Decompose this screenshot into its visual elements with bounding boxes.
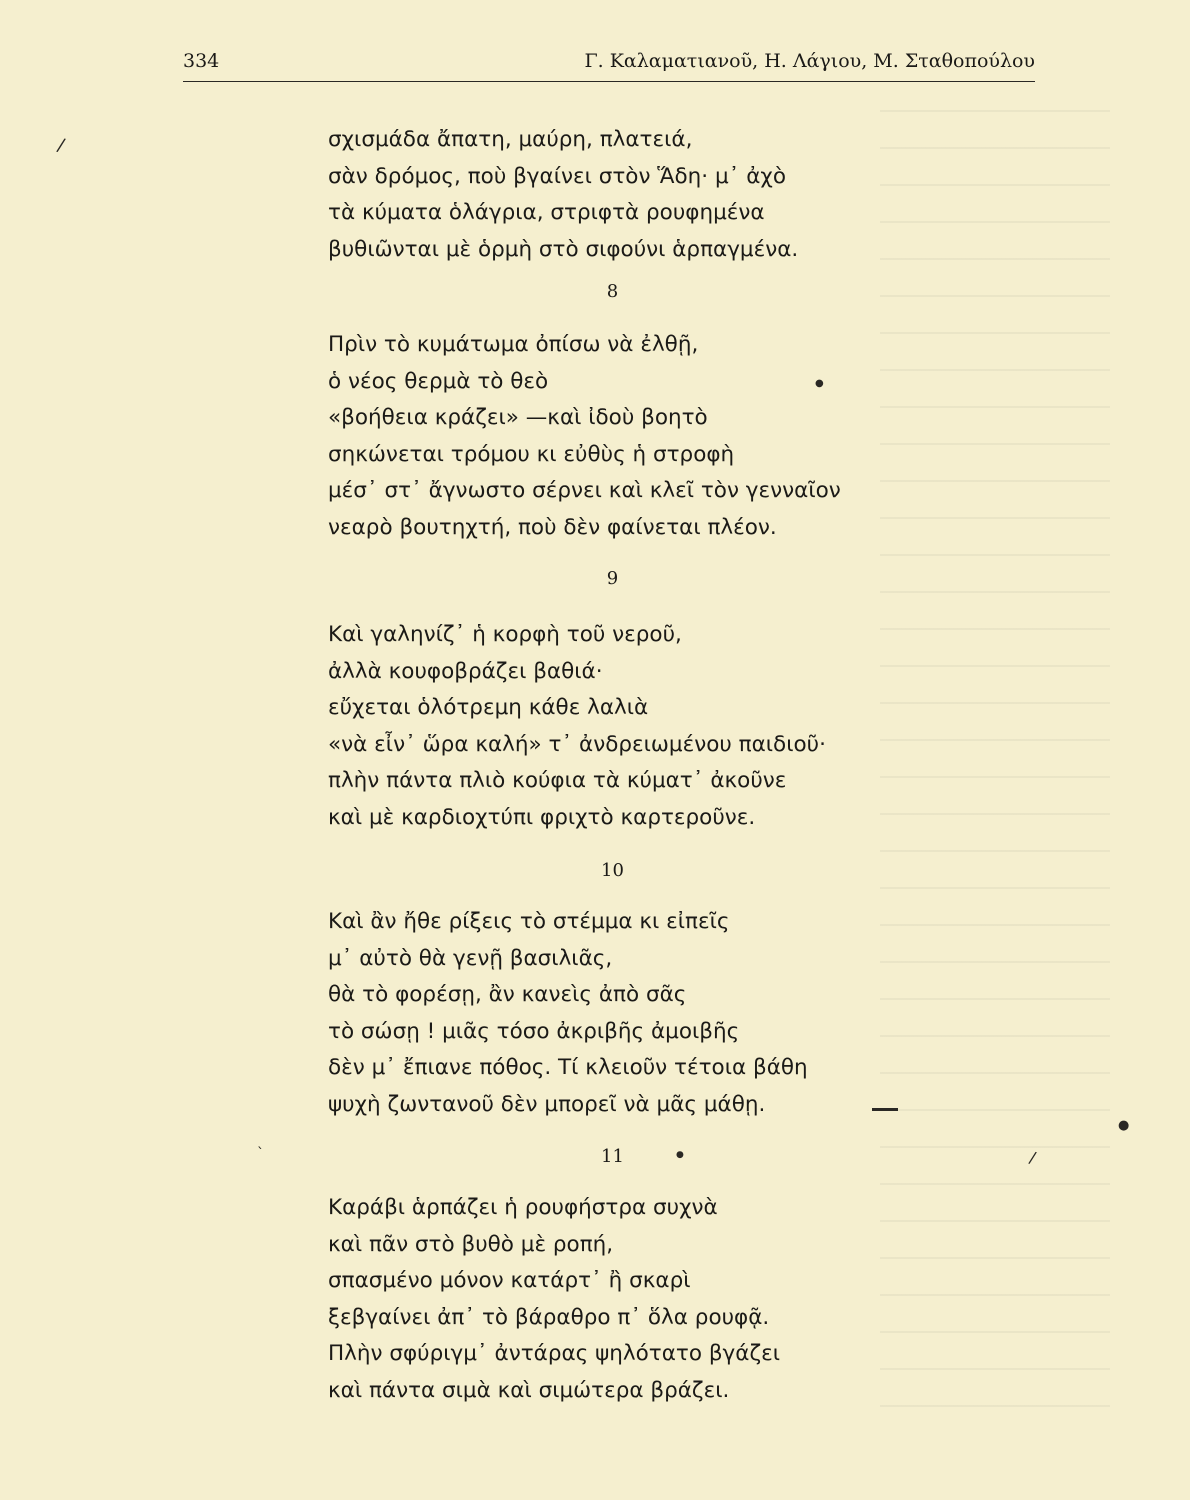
stanza-9 (328, 617, 968, 836)
scan-speck: / (1027, 1147, 1038, 1168)
poem-line: «βοήθεια κράζει» —καὶ ἰδοὺ βοητὸ (328, 405, 708, 430)
poem-line: Καὶ ἂν ἤθε ρίξεις τὸ στέμμα κι εἰπεῖς (328, 909, 730, 934)
stanza-number: 9 (606, 568, 619, 589)
running-title: Γ. Καλαματιανοῦ, Η. Λάγιου, Μ. Σταθοπούλου (584, 50, 1035, 72)
poem-line: σπασμένο μόνον κατάρτ᾽ ἢ σκαρὶ (328, 1268, 691, 1293)
poem-line: Καράβι ἁρπάζει ἡ ρουφήστρα συχνὰ (328, 1195, 718, 1220)
stanza-number: 8 (606, 281, 619, 302)
poem-line: μέσ᾽ στ᾽ ἄγνωστο σέρνει καὶ κλεῖ τὸν γενναῖον (328, 478, 841, 503)
poem-line: σηκώνεται τρόμου κι εὐθὺς ἡ στροφὴ (328, 441, 735, 467)
poem-line: ψυχὴ ζωντανοῦ δὲν μπορεῖ νὰ μᾶς μάθῃ. (328, 1091, 766, 1117)
scan-speck (872, 1108, 898, 1111)
stanza-number: 11 (601, 1146, 624, 1167)
stanza-number: 10 (601, 860, 624, 881)
scan-speck: ● (676, 1150, 684, 1160)
scan-speck: ` (257, 1146, 264, 1162)
poem-line: ξεβγαίνει ἀπ᾽ τὸ βάραθρο π᾽ ὅλα ρουφᾷ. (328, 1304, 770, 1330)
poem-line: «νὰ εἶν᾽ ὥρα καλή» τ᾽ ἀνδρειωμένου παιδιοῦ· (328, 731, 826, 757)
poem-line: ἀλλὰ κουφοβράζει βαθιά· (328, 658, 603, 684)
poem-line: θὰ τὸ φορέσῃ, ἂν κανεὶς ἀπὸ σᾶς (328, 982, 687, 1007)
poem-line: σχισμάδα ἄπατη, μαύρη, πλατειά, (328, 127, 693, 152)
header-rule (183, 81, 1035, 82)
page-number: 334 (183, 50, 220, 72)
poem-line: Πλὴν σφύριγμ᾽ ἀντάρας ψηλότατο βγάζει (328, 1341, 781, 1366)
poem-line: βυθιῶνται μὲ ὁρμὴ στὸ σιφούνι ἁρπαγμένα. (328, 236, 799, 262)
stanza-continuation (328, 122, 968, 268)
poem-line: Καὶ γαληνίζ᾽ ἡ κορφὴ τοῦ νεροῦ, (328, 622, 682, 647)
poem-line: ὁ νέος θερμὰ τὸ θεὸ (328, 368, 549, 394)
poem-line: δὲν μ᾽ ἔπιανε πόθος. Τί κλειοῦν τέτοια βάθη (328, 1055, 808, 1080)
scan-speck: ● (1118, 1118, 1130, 1133)
poem-line: τὸ σώσῃ ! μιᾶς τόσο ἀκριβῆς ἀμοιβῆς (328, 1018, 740, 1044)
page-header (183, 46, 1035, 80)
poem-line: νεαρὸ βουτηχτή, ποὺ δὲν φαίνεται πλέον. (328, 514, 777, 540)
poem-line: εὔχεται ὁλότρεμη κάθε λαλιὰ (328, 695, 649, 720)
scan-speck: / (55, 134, 67, 157)
stanza-11 (328, 1190, 968, 1409)
poem-line: καὶ πάντα σιμὰ καὶ σιμώτερα βράζει. (328, 1377, 730, 1403)
stanza-8 (328, 327, 968, 546)
poem-line: μ᾽ αὐτὸ θὰ γενῇ βασιλιᾶς, (328, 945, 613, 971)
poem-line: καὶ μὲ καρδιοχτύπι φριχτὸ καρτεροῦνε. (328, 804, 756, 830)
poem-line: σὰν δρόμος, ποὺ βγαίνει στὸν Ἅδη· μ᾽ ἀχὸ (328, 163, 786, 189)
poem-line: καὶ πᾶν στὸ βυθὸ μὲ ροπή, (328, 1231, 614, 1257)
poem-line: Πρὶν τὸ κυμάτωμα ὀπίσω νὰ ἐλθῇ, (328, 332, 699, 357)
stanza-10 (328, 904, 968, 1123)
poem-line: τὰ κύματα ὁλάγρια, στριφτὰ ρουφημένα (328, 200, 765, 225)
poem-line: πλὴν πάντα πλιὸ κούφια τὰ κύματ᾽ ἀκοῦνε (328, 768, 787, 793)
scan-speck: ● (815, 378, 824, 389)
